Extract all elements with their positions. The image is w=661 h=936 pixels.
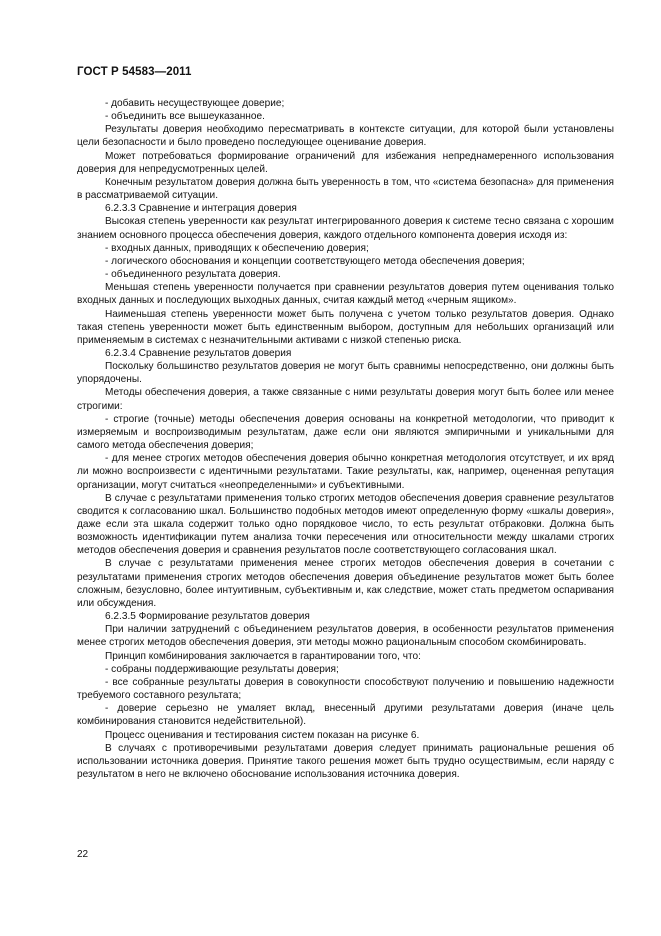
- list-item: - входных данных, приводящих к обеспечению доверия;: [105, 242, 369, 254]
- paragraph: В случае с результатами применения только строгих методов обеспечения доверия сравнение результатов сводится к согласованию шкал. Большинство подобных методов имеют определенную форму «шкалы доверия», даже если эта шкала содержит только одно порядковое число, то есть результат отбраковки. Должна быть возможность идентификации путем анализа точки пересечения или относительности между шкалами строгих методов обеспечения доверия и сравнения результатов после соответствующего согласования шкал.: [77, 492, 614, 557]
- paragraph: Высокая степень уверенности как результат интегрированного доверия к системе тесно связана с хорошим знанием основного процесса обеспечения доверия, каждого отдельного компонента доверия исходя из:: [77, 216, 614, 241]
- paragraph: Принцип комбинирования заключается в гарантировании того, что:: [105, 650, 421, 662]
- paragraph: Меньшая степень уверенности получается при сравнении результатов доверия путем оценивания только входных данных и последующих выходных данных, считая каждый метод «черным ящиком».: [77, 282, 614, 307]
- list-item: - для менее строгих методов обеспечения доверия обычно конкретная методология отсутствует, и их вряд ли можно воспроизвести с идентичными результатами. Такие результаты, как, например, оцененная репутация организации, могут считаться «неопределенными» и субъективными.: [77, 453, 614, 491]
- paragraph: Поскольку большинство результатов доверия не могут быть сравнимы непосредственно, они должны быть упорядочены.: [77, 361, 614, 386]
- section-heading: 6.2.3.5 Формирование результатов доверия: [105, 611, 310, 623]
- paragraph: В случаях с противоречивыми результатами доверия следует принимать рациональные решения об использовании источника доверия. Принятие такого решения может быть трудно осуществимым, если наряду с результатом в него не включено обоснование использования источника доверия.: [77, 742, 614, 780]
- list-item: - строгие (точные) методы обеспечения доверия основаны на конкретной методологии, что приводит к измеряемым и воспроизводимым результатам, даже если они являются эмпиричными и уникальными для самого метода обеспечения доверия;: [77, 413, 614, 452]
- paragraph: Результаты доверия необходимо пересматривать в контексте ситуации, для которой были установлены цели безопасности и было проведено последующее оценивание доверия.: [77, 124, 614, 149]
- page-number: 22: [77, 849, 89, 860]
- list-item: - собраны поддерживающие результаты доверия;: [105, 663, 339, 675]
- paragraph: Процесс оценивания и тестирования систем показан на рисунке 6.: [105, 729, 420, 741]
- paragraph: - объединить все вышеуказанное.: [105, 111, 265, 123]
- paragraph: При наличии затруднений с объединением результатов доверия, в особенности результатов применения менее строгих методов обеспечения доверия, эти методы можно рациональным способом скомбинировать.: [77, 624, 614, 649]
- section-heading: 6.2.3.4 Сравнение результатов доверия: [105, 347, 292, 359]
- paragraph: - добавить несуществующее доверие;: [105, 98, 285, 109]
- paragraph: Конечным результатом доверия должна быть уверенность в том, что «система безопасна» для применения в рассматриваемой ситуации.: [77, 176, 614, 202]
- list-item: - все собранные результаты доверия в совокупности способствуют получению и повышению надежности требуемого составного результата;: [77, 676, 614, 702]
- paragraph: Методы обеспечения доверия, а также связанные с ними результаты доверия могут быть более или менее строгими:: [77, 387, 614, 412]
- document-body: [77, 97, 614, 781]
- paragraph: Может потребоваться формирование ограничений для избежания непреднамеренного использования доверия для непредусмотренных целей.: [77, 150, 614, 175]
- list-item: - доверие серьезно не умаляет вклад, внесенный другими результатами доверия (иначе цель комбинирования становится недействительной).: [77, 703, 614, 728]
- section-heading: 6.2.3.3 Сравнение и интеграция доверия: [105, 203, 297, 215]
- paragraph: В случае с результатами применения менее строгих методов обеспечения доверия в сочетании с результатами применения строгих методов обеспечения доверия объединение результатов может быть более сложным, безусловно, более интуитивным, субъективным и, как следствие, может стать предметом оспаривания или обсуждения.: [77, 558, 614, 609]
- document-header: ГОСТ Р 54583—2011: [77, 66, 192, 78]
- list-item: - логического обоснования и концепции соответствующего метода обеспечения доверия;: [105, 255, 525, 267]
- list-item: - объединенного результата доверия.: [105, 269, 281, 281]
- paragraph: Наименьшая степень уверенности может быть получена с учетом только результатов доверия. Однако такая степень уверенности может быть единственным выбором, доступным для небольших организаций или применяемым в системах с незначительными активами с низкой степенью риска.: [77, 308, 614, 346]
